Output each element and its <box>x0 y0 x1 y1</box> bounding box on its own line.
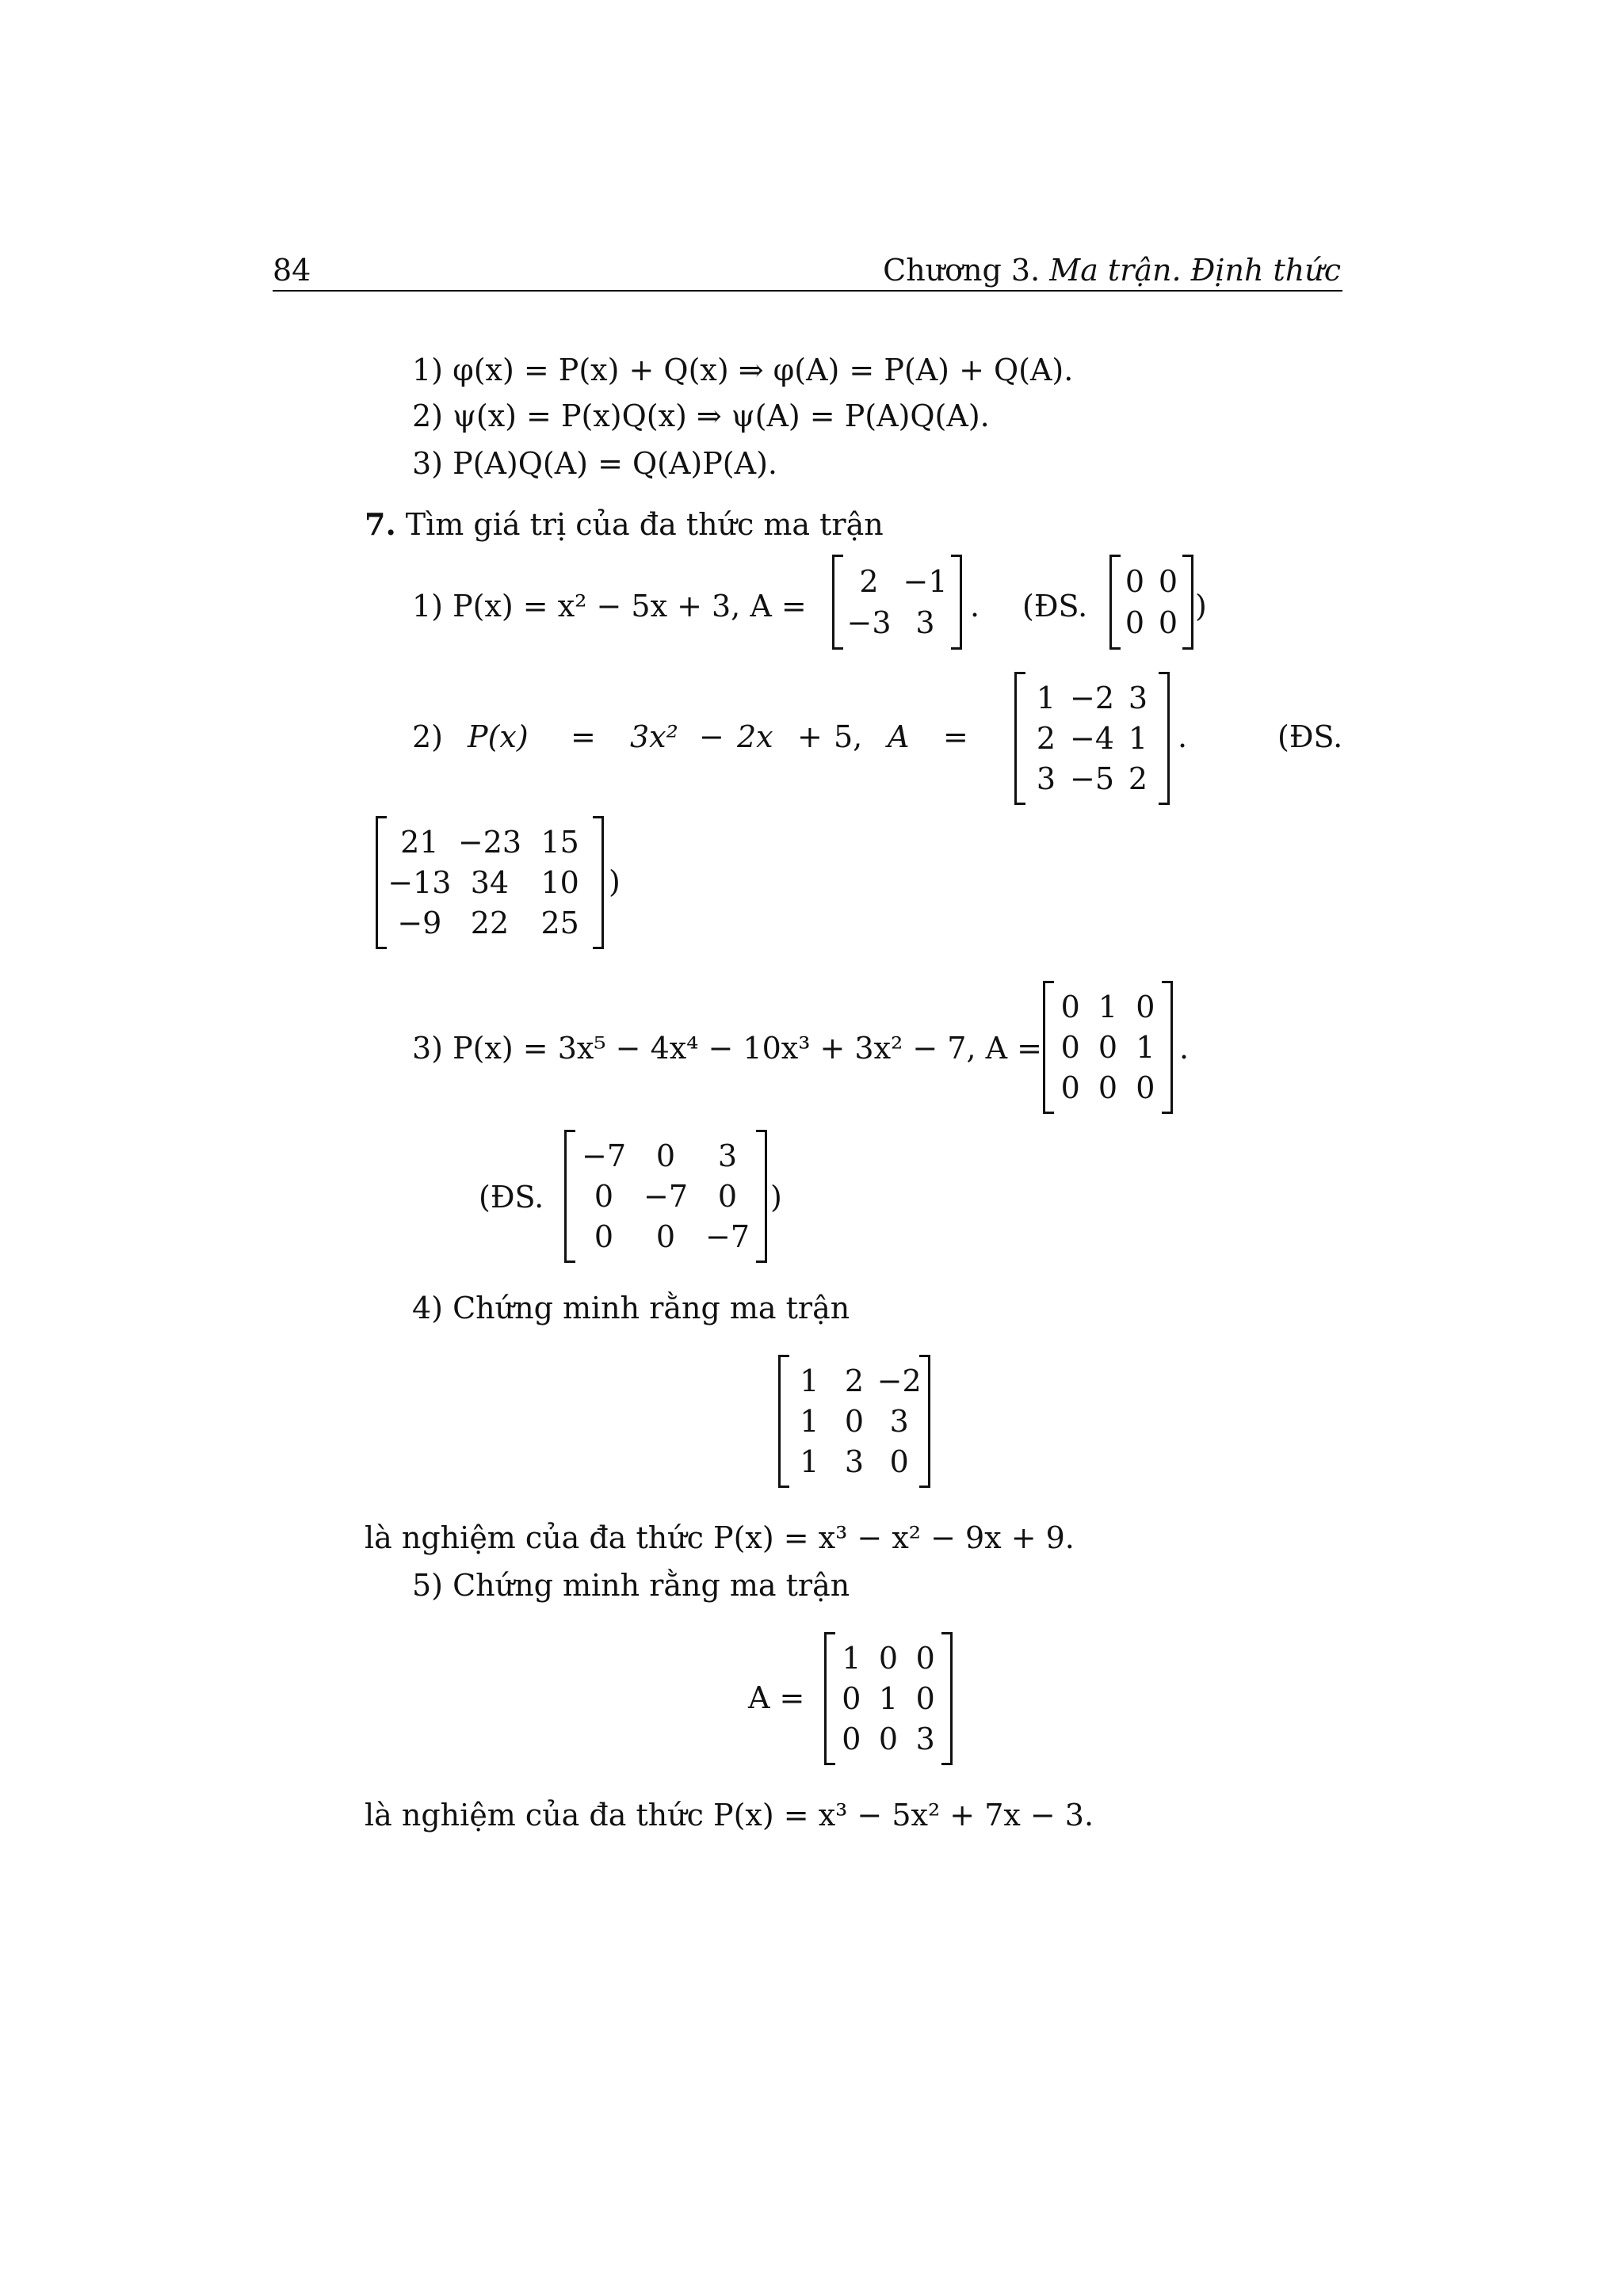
matrix-cell: 1 <box>878 1681 899 1716</box>
matrix-cell: 2 <box>844 1363 865 1399</box>
part-3-answer-open: (ĐS. <box>479 1180 544 1215</box>
matrix-cell: 15 <box>540 825 579 860</box>
matrix-cell: 21 <box>400 825 439 860</box>
part-1-formula: 1) P(x) = x² − 5x + 3, A = <box>412 589 807 624</box>
chapter-label: Chương 3. <box>883 253 1041 288</box>
matrix-cell: 0 <box>1060 990 1080 1025</box>
part-3-formula: 3) P(x) = 3x⁵ − 4x⁴ − 10x³ + 3x² − 7, A = <box>412 1031 1042 1066</box>
matrix-cell: 1 <box>1098 990 1118 1025</box>
part-1-answer-open: (ĐS. <box>1022 589 1088 624</box>
matrix-cell: −5 <box>1069 761 1115 796</box>
matrix-cell: 1 <box>842 1641 861 1676</box>
matrix-cell: 0 <box>717 1179 738 1214</box>
matrix-cell: 1 <box>800 1404 819 1439</box>
part-2-answer-close: ) <box>609 864 621 899</box>
matrix-cell: 0 <box>915 1641 935 1676</box>
property-1: 1) φ(x) = P(x) + Q(x) ⇒ φ(A) = P(A) + Q(A). <box>412 353 1074 387</box>
matrix-cell: 0 <box>655 1138 676 1174</box>
part-2-number: 2) <box>412 719 444 754</box>
matrix-cell: 0 <box>655 1219 676 1254</box>
matrix-cell: 25 <box>540 905 579 940</box>
matrix-cell: 3 <box>889 1404 909 1439</box>
matrix-cell: −7 <box>705 1219 750 1254</box>
matrix-cell: 2 <box>859 564 879 599</box>
matrix-cell: −23 <box>457 825 522 860</box>
part-5-matrix <box>824 1632 953 1765</box>
matrix-cell: −3 <box>846 605 892 640</box>
matrix-cell: 3 <box>915 1721 935 1756</box>
running-header <box>883 253 1341 288</box>
matrix-cell: 0 <box>1125 564 1145 599</box>
part-2-term2: 2x <box>737 719 773 754</box>
part-5-conclusion: là nghiệm của đa thức P(x) = x³ − 5x² + 7x − 3. <box>365 1798 1094 1833</box>
part-3-period: . <box>1179 1031 1190 1066</box>
matrix-cell: −1 <box>903 564 948 599</box>
matrix-cell: 0 <box>1136 990 1155 1025</box>
matrix-cell: −7 <box>581 1138 627 1174</box>
matrix-cell: −7 <box>643 1179 689 1214</box>
matrix-cell: 0 <box>844 1404 865 1439</box>
matrix-cell: 3 <box>915 605 935 640</box>
matrix-cell: 0 <box>1060 1070 1080 1105</box>
matrix-cell: 3 <box>1036 761 1056 796</box>
page-number: 84 <box>273 253 311 288</box>
matrix-cell: 1 <box>1136 1030 1155 1065</box>
part-2-matrix <box>1014 672 1170 805</box>
part-1-answer-close: ) <box>1195 589 1207 624</box>
part-2-const: 5, <box>834 719 863 754</box>
matrix-cell: −4 <box>1069 721 1115 756</box>
property-3: 3) P(A)Q(A) = Q(A)P(A). <box>412 446 777 481</box>
matrix-cell: 0 <box>1158 564 1178 599</box>
part-2-eq2: = <box>943 719 968 754</box>
matrix-cell: −2 <box>876 1363 922 1399</box>
chapter-title: Ma trận. Định thức <box>1049 253 1341 288</box>
part-2-px: P(x) <box>468 719 529 754</box>
matrix-cell: −13 <box>388 865 452 900</box>
part-4-conclusion: là nghiệm của đa thức P(x) = x³ − x² − 9x + 9. <box>365 1520 1075 1555</box>
matrix-cell: 0 <box>1098 1030 1118 1065</box>
matrix-cell: −9 <box>397 905 442 940</box>
matrix-cell: 34 <box>470 865 510 900</box>
matrix-cell: 0 <box>842 1681 861 1716</box>
part-1-answer-matrix <box>1109 555 1193 650</box>
matrix-cell: 2 <box>1128 761 1148 796</box>
matrix-cell: 0 <box>842 1721 861 1756</box>
part-3-matrix <box>1043 981 1173 1114</box>
exercise-number: 7. <box>365 506 396 542</box>
matrix-cell: 0 <box>878 1721 899 1756</box>
matrix-cell: 0 <box>915 1681 935 1716</box>
exercise-7-heading <box>365 506 884 542</box>
part-5-A-label: A = <box>748 1680 805 1715</box>
matrix-cell: 0 <box>1098 1070 1118 1105</box>
matrix-cell: 1 <box>800 1444 819 1479</box>
matrix-cell: 1 <box>1036 681 1056 716</box>
part-1-matrix <box>832 555 962 650</box>
exercise-title: Tìm giá trị của đa thức ma trận <box>405 507 884 542</box>
part-2-answer-matrix <box>376 816 604 949</box>
part-2-plus: + <box>797 719 823 754</box>
matrix-cell: 3 <box>844 1444 865 1479</box>
matrix-cell: −2 <box>1069 681 1115 716</box>
matrix-cell: 0 <box>878 1641 899 1676</box>
matrix-cell: 0 <box>594 1179 614 1214</box>
part-2-term1: 3x² <box>630 719 678 754</box>
matrix-cell: 1 <box>800 1363 819 1399</box>
matrix-cell: 10 <box>540 865 579 900</box>
part-1-period: . <box>970 589 980 624</box>
part-2-A: A <box>888 719 910 754</box>
part-2-answer-open: (ĐS. <box>1277 719 1343 754</box>
matrix-cell: 0 <box>1060 1030 1080 1065</box>
part-3-answer-close: ) <box>770 1180 782 1215</box>
matrix-cell: 0 <box>1125 605 1145 640</box>
part-3-answer-matrix <box>564 1130 767 1263</box>
matrix-cell: 1 <box>1128 721 1148 756</box>
matrix-cell: 2 <box>1036 721 1056 756</box>
matrix-cell: 0 <box>1158 605 1178 640</box>
matrix-cell: 22 <box>470 905 510 940</box>
matrix-cell: 0 <box>1136 1070 1155 1105</box>
matrix-cell: 0 <box>889 1444 909 1479</box>
part-2-eq: = <box>571 719 596 754</box>
part-2-minus: − <box>699 719 724 754</box>
property-2: 2) ψ(x) = P(x)Q(x) ⇒ ψ(A) = P(A)Q(A). <box>412 399 990 433</box>
header-rule <box>273 290 1342 292</box>
matrix-cell: 3 <box>717 1138 738 1174</box>
matrix-cell: 3 <box>1128 681 1148 716</box>
part-4-matrix <box>778 1355 930 1488</box>
part-5-statement: 5) Chứng minh rằng ma trận <box>412 1568 850 1603</box>
part-2-period: . <box>1178 719 1188 754</box>
part-4-statement: 4) Chứng minh rằng ma trận <box>412 1291 850 1325</box>
matrix-cell: 0 <box>594 1219 614 1254</box>
